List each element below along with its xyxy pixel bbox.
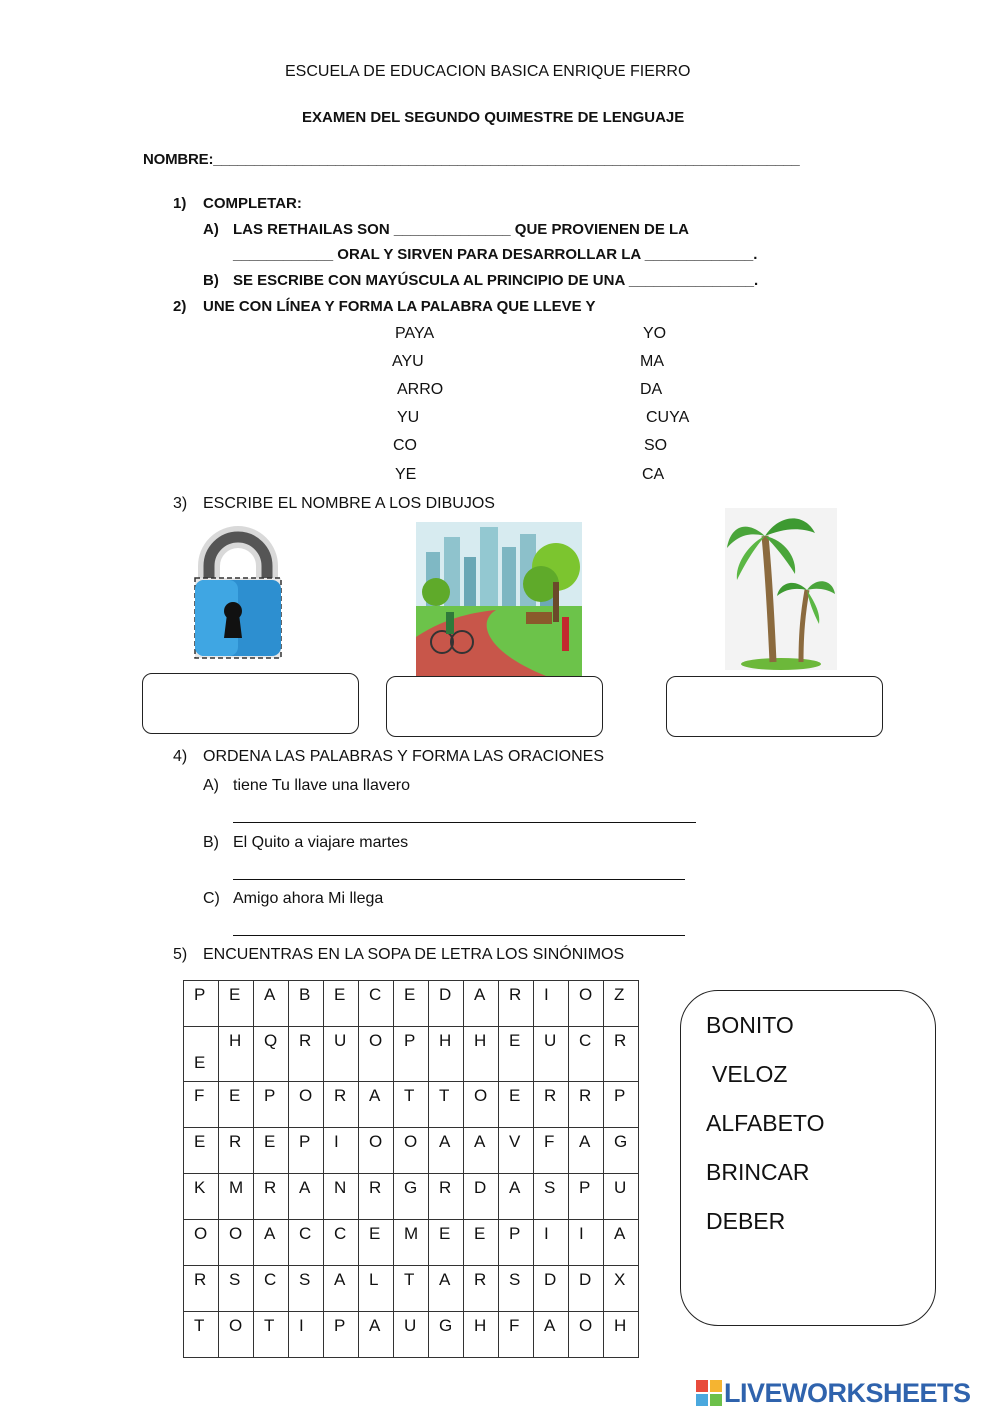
grid-letter: R (369, 1178, 382, 1197)
grid-cell[interactable] (324, 1027, 359, 1082)
grid-letter: O (404, 1132, 418, 1151)
grid-cell[interactable] (569, 1220, 604, 1266)
grid-cell[interactable] (394, 981, 429, 1027)
q2-left-syllable[interactable]: ARRO (397, 381, 444, 398)
grid-letter: R (614, 1031, 627, 1050)
grid-letter: O (299, 1086, 313, 1105)
q4-number: 4) (173, 748, 188, 765)
grid-cell[interactable] (184, 981, 219, 1027)
grid-letter: T (439, 1086, 450, 1105)
grid-letter: C (264, 1270, 277, 1289)
grid-letter: A (299, 1178, 311, 1197)
grid-cell[interactable] (499, 981, 534, 1027)
grid-row (184, 1128, 639, 1174)
grid-cell[interactable] (429, 1082, 464, 1128)
grid-letter: U (544, 1031, 557, 1050)
grid-letter: D (544, 1270, 557, 1289)
grid-cell[interactable] (184, 1220, 219, 1266)
word-search-grid[interactable] (183, 980, 639, 1358)
grid-cell[interactable] (534, 981, 569, 1027)
grid-letter: E (369, 1224, 381, 1243)
grid-letter: U (614, 1178, 627, 1197)
q1-number: 1) (173, 195, 187, 212)
grid-letter: E (194, 1053, 206, 1072)
grid-cell[interactable] (499, 1082, 534, 1128)
grid-letter: C (299, 1224, 312, 1243)
q2-left-syllable[interactable]: YE (395, 466, 417, 483)
grid-letter: P (194, 985, 206, 1004)
grid-cell[interactable] (569, 981, 604, 1027)
word-list-item: VELOZ (712, 1061, 788, 1087)
grid-letter: F (544, 1132, 555, 1151)
grid-cell[interactable] (394, 1027, 429, 1082)
grid-cell[interactable] (289, 1312, 324, 1358)
grid-cell[interactable] (464, 1082, 499, 1128)
grid-cell[interactable] (324, 1266, 359, 1312)
grid-letter: H (229, 1031, 242, 1050)
grid-letter: D (474, 1178, 487, 1197)
q2-left-syllable[interactable]: PAYA (395, 325, 435, 342)
word-list-item: DEBER (706, 1208, 786, 1234)
name-field[interactable]: NOMBRE:________________________________________________________________________ (143, 151, 800, 168)
grid-letter: O (579, 1316, 593, 1335)
grid-letter: K (194, 1178, 206, 1197)
grid-letter: A (334, 1270, 346, 1289)
q4-a-answer-line[interactable] (233, 822, 696, 823)
grid-letter: I (334, 1132, 339, 1151)
grid-cell[interactable] (604, 1027, 639, 1082)
grid-cell[interactable] (499, 1174, 534, 1220)
grid-cell[interactable] (464, 1128, 499, 1174)
q4-b-answer-line[interactable] (233, 879, 685, 880)
grid-cell[interactable] (569, 1174, 604, 1220)
grid-cell[interactable] (429, 1128, 464, 1174)
grid-cell[interactable] (429, 981, 464, 1027)
grid-cell[interactable] (219, 1082, 254, 1128)
q1-b-label: B) (203, 272, 219, 289)
grid-cell[interactable] (219, 1174, 254, 1220)
q4-c-answer-line[interactable] (233, 935, 685, 936)
grid-cell[interactable] (254, 1312, 289, 1358)
grid-letter: A (544, 1316, 556, 1335)
grid-letter: O (369, 1031, 383, 1050)
grid-letter: R (579, 1086, 592, 1105)
grid-cell[interactable] (394, 1082, 429, 1128)
grid-letter: F (194, 1086, 205, 1105)
grid-letter: H (439, 1031, 452, 1050)
palm-answer-box[interactable] (666, 676, 883, 737)
q1-a-line1[interactable]: LAS RETHAILAS SON ______________ QUE PROVIENEN DE LA (233, 221, 689, 238)
grid-letter: R (264, 1178, 277, 1197)
grid-row (184, 1082, 639, 1128)
grid-letter: D (579, 1270, 592, 1289)
grid-cell[interactable] (394, 1128, 429, 1174)
grid-cell[interactable] (499, 1312, 534, 1358)
grid-letter: X (614, 1270, 626, 1289)
q4-title: ORDENA LAS PALABRAS Y FORMA LAS ORACIONES (203, 748, 605, 765)
grid-row (184, 1266, 639, 1312)
grid-cell[interactable] (184, 1174, 219, 1220)
liveworksheets-logo-icon (696, 1380, 722, 1406)
q2-number: 2) (173, 298, 187, 315)
grid-cell[interactable] (499, 1266, 534, 1312)
grid-cell[interactable] (604, 1174, 639, 1220)
grid-letter: D (439, 985, 452, 1004)
q4-a-words: tiene Tu llave una llavero (233, 777, 410, 794)
grid-letter: R (474, 1270, 487, 1289)
grid-row (184, 1220, 639, 1266)
q2-right-syllable[interactable]: CUYA (646, 409, 690, 426)
padlock-picture (183, 522, 293, 664)
grid-cell[interactable] (289, 1027, 324, 1082)
grid-letter: H (474, 1031, 487, 1050)
grid-cell[interactable] (289, 981, 324, 1027)
q4-c-label: C) (203, 890, 220, 907)
grid-letter: E (404, 985, 416, 1004)
grid-letter: M (229, 1178, 244, 1197)
grid-letter: T (404, 1086, 415, 1105)
q2-right-syllable[interactable]: MA (640, 353, 664, 370)
grid-cell[interactable] (359, 1174, 394, 1220)
grid-cell[interactable] (534, 1174, 569, 1220)
q2-left-syllable[interactable]: YU (397, 409, 420, 426)
grid-letter: S (229, 1270, 241, 1289)
grid-cell[interactable] (569, 1266, 604, 1312)
grid-letter: C (579, 1031, 592, 1050)
grid-letter: T (264, 1316, 275, 1335)
q4-b-words: El Quito a viajare martes (233, 834, 409, 851)
q1-b-line[interactable]: SE ESCRIBE CON MAYÚSCULA AL PRINCIPIO DE UNA _______________. (233, 272, 759, 289)
grid-cell[interactable] (184, 1312, 219, 1358)
q2-right-syllable[interactable]: CA (642, 466, 665, 483)
grid-letter: H (474, 1316, 487, 1335)
grid-row (184, 981, 639, 1027)
grid-cell[interactable] (394, 1220, 429, 1266)
grid-letter: S (544, 1178, 556, 1197)
grid-letter: V (509, 1132, 521, 1151)
grid-letter: P (509, 1224, 521, 1243)
grid-cell[interactable] (324, 1128, 359, 1174)
grid-letter: E (474, 1224, 486, 1243)
grid-letter: T (404, 1270, 415, 1289)
grid-cell[interactable] (254, 1128, 289, 1174)
grid-letter: P (334, 1316, 346, 1335)
q2-right-syllable[interactable]: SO (644, 437, 668, 454)
grid-cell[interactable] (254, 1082, 289, 1128)
grid-cell[interactable] (464, 1312, 499, 1358)
grid-letter: E (229, 985, 241, 1004)
school-name: ESCUELA DE EDUCACION BASICA ENRIQUE FIERRO (285, 63, 691, 80)
q1-a-line2[interactable]: ____________ ORAL Y SIRVEN PARA DESARROLLAR LA _____________. (233, 246, 758, 263)
grid-letter: R (194, 1270, 207, 1289)
grid-letter: E (229, 1086, 241, 1105)
grid-cell[interactable] (359, 1220, 394, 1266)
grid-cell[interactable] (534, 1128, 569, 1174)
grid-letter: E (194, 1132, 206, 1151)
grid-cell[interactable] (394, 1266, 429, 1312)
grid-letter: O (229, 1316, 243, 1335)
grid-letter: E (439, 1224, 451, 1243)
grid-letter: G (614, 1132, 628, 1151)
grid-letter: P (404, 1031, 416, 1050)
grid-cell[interactable] (394, 1174, 429, 1220)
grid-letter: A (474, 1132, 486, 1151)
grid-cell[interactable] (534, 1266, 569, 1312)
grid-cell[interactable] (324, 1174, 359, 1220)
grid-cell[interactable] (359, 1312, 394, 1358)
grid-cell[interactable] (219, 1027, 254, 1082)
grid-letter: N (334, 1178, 347, 1197)
word-list-item: ALFABETO (706, 1110, 825, 1136)
grid-letter: E (334, 985, 346, 1004)
grid-cell[interactable] (534, 1312, 569, 1358)
grid-letter: U (334, 1031, 347, 1050)
grid-letter: B (299, 985, 311, 1004)
grid-cell[interactable] (394, 1312, 429, 1358)
grid-cell[interactable] (359, 1082, 394, 1128)
grid-cell[interactable] (604, 1312, 639, 1358)
word-list-item: BONITO (706, 1012, 794, 1038)
grid-cell[interactable] (569, 1027, 604, 1082)
grid-row (184, 1027, 639, 1082)
grid-letter: G (404, 1178, 418, 1197)
grid-cell[interactable] (184, 1082, 219, 1128)
grid-letter: R (299, 1031, 312, 1050)
grid-letter: F (509, 1316, 520, 1335)
grid-letter: L (369, 1270, 379, 1289)
grid-cell[interactable] (289, 1266, 324, 1312)
grid-letter: R (334, 1086, 347, 1105)
grid-cell[interactable] (429, 1027, 464, 1082)
park-answer-box[interactable] (386, 676, 603, 737)
grid-cell[interactable] (184, 1266, 219, 1312)
grid-cell[interactable] (254, 1174, 289, 1220)
q2-left-syllable[interactable]: AYU (392, 353, 424, 370)
exam-title: EXAMEN DEL SEGUNDO QUIMESTRE DE LENGUAJE (302, 109, 685, 126)
q3-title: ESCRIBE EL NOMBRE A LOS DIBUJOS (203, 495, 495, 512)
grid-letter: R (229, 1132, 242, 1151)
grid-cell[interactable] (604, 1082, 639, 1128)
synonyms-word-list (680, 990, 936, 1326)
grid-cell[interactable] (324, 1312, 359, 1358)
grid-cell[interactable] (219, 1266, 254, 1312)
grid-letter: E (509, 1031, 521, 1050)
grid-cell[interactable] (499, 1027, 534, 1082)
grid-cell[interactable] (254, 1220, 289, 1266)
grid-cell[interactable] (184, 1128, 219, 1174)
grid-cell[interactable] (289, 1128, 324, 1174)
grid-letter: A (369, 1316, 381, 1335)
grid-letter: A (614, 1224, 626, 1243)
grid-cell[interactable] (464, 1220, 499, 1266)
word-list-item: BRINCAR (706, 1159, 810, 1185)
grid-row (184, 1174, 639, 1220)
grid-letter: I (579, 1224, 584, 1243)
grid-letter: A (474, 985, 486, 1004)
q5-number: 5) (173, 946, 188, 963)
q3-number: 3) (173, 495, 188, 512)
grid-letter: O (369, 1132, 383, 1151)
grid-cell[interactable] (464, 981, 499, 1027)
grid-cell[interactable] (429, 1220, 464, 1266)
grid-letter: H (614, 1316, 627, 1335)
grid-cell[interactable] (499, 1128, 534, 1174)
grid-letter: A (439, 1270, 451, 1289)
q5-title: ENCUENTRAS EN LA SOPA DE LETRA LOS SINÓNIMOS (203, 946, 625, 963)
grid-cell[interactable] (534, 1220, 569, 1266)
q4-b-label: B) (203, 834, 219, 851)
grid-cell[interactable] (324, 981, 359, 1027)
grid-cell[interactable] (464, 1027, 499, 1082)
brand-name: LIVEWORKSHEETS (724, 1377, 971, 1408)
grid-cell[interactable] (604, 1220, 639, 1266)
q2-left-syllable[interactable]: CO (393, 437, 417, 454)
q2-right-syllable[interactable]: YO (643, 325, 667, 342)
q1-title: COMPLETAR: (203, 195, 302, 212)
park-picture (416, 522, 582, 676)
grid-cell[interactable] (219, 981, 254, 1027)
grid-cell[interactable] (429, 1312, 464, 1358)
grid-letter: P (264, 1086, 276, 1105)
grid-letter: O (579, 985, 593, 1004)
grid-cell[interactable] (289, 1082, 324, 1128)
q4-c-words: Amigo ahora Mi llega (233, 890, 384, 907)
grid-letter: R (509, 985, 522, 1004)
grid-cell[interactable] (254, 981, 289, 1027)
grid-letter: I (299, 1316, 304, 1335)
grid-letter: E (264, 1132, 276, 1151)
grid-cell[interactable] (534, 1027, 569, 1082)
grid-cell[interactable] (219, 1220, 254, 1266)
grid-letter: I (544, 985, 549, 1004)
grid-letter: S (299, 1270, 311, 1289)
grid-letter: P (579, 1178, 591, 1197)
liveworksheets-logo[interactable] (696, 1376, 971, 1410)
grid-cell[interactable] (359, 1266, 394, 1312)
grid-cell[interactable] (569, 1312, 604, 1358)
grid-letter: P (614, 1086, 626, 1105)
grid-letter: C (369, 985, 382, 1004)
grid-cell[interactable] (219, 1312, 254, 1358)
grid-letter: S (509, 1270, 521, 1289)
grid-letter: M (404, 1224, 419, 1243)
grid-letter: O (474, 1086, 488, 1105)
grid-cell[interactable] (534, 1082, 569, 1128)
grid-letter: A (369, 1086, 381, 1105)
grid-cell[interactable] (184, 1027, 219, 1082)
grid-letter: R (439, 1178, 452, 1197)
grid-letter: Q (264, 1031, 278, 1050)
grid-cell[interactable] (359, 1128, 394, 1174)
grid-cell[interactable] (324, 1220, 359, 1266)
grid-cell[interactable] (359, 1027, 394, 1082)
palm-tree-picture (725, 508, 837, 670)
q1-a-label: A) (203, 221, 219, 238)
grid-cell[interactable] (429, 1174, 464, 1220)
grid-letter: G (439, 1316, 453, 1335)
grid-cell[interactable] (289, 1174, 324, 1220)
grid-letter: A (579, 1132, 591, 1151)
grid-letter: U (404, 1316, 417, 1335)
grid-letter: P (299, 1132, 311, 1151)
grid-cell[interactable] (289, 1220, 324, 1266)
grid-cell[interactable] (254, 1027, 289, 1082)
grid-letter: E (509, 1086, 521, 1105)
grid-cell[interactable] (604, 1266, 639, 1312)
q2-right-syllable[interactable]: DA (640, 381, 663, 398)
grid-cell[interactable] (429, 1266, 464, 1312)
grid-cell[interactable] (464, 1174, 499, 1220)
grid-cell[interactable] (569, 1082, 604, 1128)
grid-letter: A (264, 1224, 276, 1243)
grid-letter: R (544, 1086, 557, 1105)
grid-letter: C (334, 1224, 347, 1243)
grid-letter: T (194, 1316, 205, 1335)
grid-row (184, 1312, 639, 1358)
grid-cell[interactable] (324, 1082, 359, 1128)
grid-cell[interactable] (569, 1128, 604, 1174)
grid-letter: O (229, 1224, 243, 1243)
grid-letter: Z (614, 985, 625, 1004)
grid-letter: A (439, 1132, 451, 1151)
q4-a-label: A) (203, 777, 219, 794)
grid-letter: I (544, 1224, 549, 1243)
grid-cell[interactable] (254, 1266, 289, 1312)
grid-cell[interactable] (604, 981, 639, 1027)
grid-cell[interactable] (219, 1128, 254, 1174)
grid-cell[interactable] (464, 1266, 499, 1312)
grid-cell[interactable] (499, 1220, 534, 1266)
grid-letter: A (264, 985, 276, 1004)
grid-cell[interactable] (604, 1128, 639, 1174)
padlock-answer-box[interactable] (142, 673, 359, 734)
grid-letter: A (509, 1178, 521, 1197)
grid-letter: O (194, 1224, 208, 1243)
q2-title: UNE CON LÍNEA Y FORMA LA PALABRA QUE LLEVE Y (203, 298, 596, 315)
grid-cell[interactable] (359, 981, 394, 1027)
